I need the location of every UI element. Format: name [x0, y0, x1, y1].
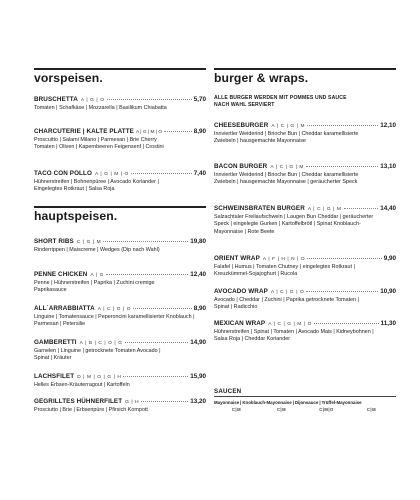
item-price: 13,10 [380, 163, 396, 170]
item-allergens: G | H [125, 400, 140, 405]
item-description: Prosciutto | Brie | Erbsenpüre | Pfirsich Kompott [34, 407, 148, 413]
menu-item [214, 163, 396, 187]
menu-item [34, 271, 206, 295]
item-allergens: A | C | G | M [307, 207, 342, 212]
item-name: ALL`ARRABBIATTA [34, 305, 95, 312]
sauce-code: C|M [366, 406, 377, 412]
sauce-name: Dijonsauce [294, 399, 319, 405]
item-name: GEGRILLTES HÜHNERFILET [34, 398, 123, 405]
dotted-leader [164, 131, 192, 132]
item-description: Innviertler Weiderind | Brioche Bun | Cheddar karamellisierte Zwiebeln | hausgemachte Mayonnaise [214, 131, 359, 145]
burger-intro-note: ALLE BURGER WERDEN MIT POMMES UND SAUCE NACH WAHL SERVIERT [214, 95, 347, 108]
item-description: Avocado | Cheddar | Zuchini | Paprika getrocknete Tomaten | Spinat | Radicchio [214, 297, 360, 311]
sauces-section [214, 388, 396, 412]
section-title-burger-wraps: burger & wraps. [214, 71, 309, 85]
item-price: 11,30 [380, 320, 396, 327]
sauce-names: Mayonnaise | Knoblauch-Mayonnaise | Dijonsauce | Trüffel-Mayonnaise [214, 399, 362, 405]
item-price: 8,90 [193, 305, 206, 312]
item-description: Helles Erbsen-Kräuterragout | Kartoffeln [34, 382, 130, 388]
item-allergens: A | C | G | O [270, 290, 305, 295]
section-divider [34, 68, 206, 70]
item-name: SCHWEINSBRATEN BURGER [214, 205, 305, 212]
item-allergens: A | C | G | M | O [268, 322, 312, 327]
menu-item [34, 373, 206, 389]
dotted-leader [306, 166, 378, 167]
item-description: Hühnerstreifen | Spinat | Tomaten | Avocado Mais | Kidneybohnen | Salsa Roja | Cheddar Koriander [214, 329, 374, 343]
sauce-code: C|M|O [319, 406, 334, 412]
item-price: 9,90 [383, 255, 396, 262]
item-name: PENNE CHICKEN [34, 271, 88, 278]
menu-item [34, 170, 206, 194]
menu-item [214, 288, 396, 312]
sauces-title: SAUCEN [214, 388, 242, 395]
menu-item [34, 238, 206, 254]
menu-item [214, 205, 396, 236]
item-name: SHORT RIBS [34, 238, 74, 245]
dotted-leader [307, 125, 378, 126]
item-description: Linguine | Tomatensauce | Peperoncini karamellisierter Knoblauch | Parmesan | Petersilie [34, 314, 195, 328]
item-name: GAMBERETTI [34, 339, 77, 346]
section-divider [214, 396, 396, 397]
item-allergens: A | F | H | N | O [262, 257, 306, 262]
item-description: Salzachtaler Freilaufschwein | Laugen Bun Cheddar | geräucherter Speck | eingelegte Gurken | Kartoffelbrötl | Spinat Knoblauch-Mayonnaise | Rote Beete [214, 214, 374, 235]
item-description: Rinderrippen | Maiscreme | Wedges (Dip nach Wahl) [34, 247, 160, 253]
sauce-name: Knoblauch-Mayonnaise [242, 399, 292, 405]
section-divider [214, 68, 396, 70]
item-price: 7,40 [193, 170, 206, 177]
item-allergens: C | G | M [76, 240, 102, 245]
menu-item [214, 255, 396, 279]
sauce-code: C|M [231, 406, 242, 412]
item-price: 19,80 [190, 238, 206, 245]
dotted-leader [141, 401, 188, 402]
item-name: ORIENT WRAP [214, 255, 260, 262]
item-name: CHARCUTERIE | KALTE PLATTE [34, 128, 134, 135]
dotted-leader [106, 274, 188, 275]
sauce-name: Trüffel-Mayonnaise [321, 399, 362, 405]
item-price: 8,90 [193, 128, 206, 135]
section-title-vorspeisen: vorspeisen. [34, 71, 103, 85]
item-name: BACON BURGER [214, 163, 268, 170]
menu-item [34, 305, 206, 329]
section-title-hauptspeisen: hauptspeisen. [34, 209, 118, 223]
item-name: TACO CON POLLO [34, 170, 92, 177]
item-price: 14,90 [190, 339, 206, 346]
dotted-leader [306, 291, 378, 292]
dotted-leader [107, 99, 192, 100]
item-price: 14,40 [380, 205, 396, 212]
dotted-leader [307, 258, 381, 259]
dotted-leader [133, 308, 192, 309]
item-description: Hühnerstreifen | Bohnenpüree | Avocado Koriander | Eingelegtes Rotkraut | Salsa Roja [34, 179, 159, 193]
item-price: 13,20 [190, 398, 206, 405]
dotted-leader [131, 173, 192, 174]
item-name: AVOCADO WRAP [214, 288, 268, 295]
sauce-name: Mayonnaise [214, 399, 240, 405]
sauce-allergen-codes [214, 407, 396, 412]
item-price: 10,90 [380, 288, 396, 295]
item-name: LACHSFILET [34, 373, 75, 380]
item-description: Proscuitto | Salami Milano | Parmesan | Brie Cherry Tomaten | Oliven | Kapernbeeren Feigensenf | Crostini [34, 137, 164, 151]
item-allergens: A | C | G | M [271, 124, 306, 129]
item-allergens: A | C | G | O [97, 307, 132, 312]
section-divider [34, 206, 206, 208]
sauce-code: C|M [276, 406, 287, 412]
item-name: BRUSCHETTA [34, 96, 78, 103]
item-allergens: A | C | G | M [270, 165, 304, 170]
item-description: Garnelen | Linguine | getrocknete Tomaten Avocado | Spinat | Kräuter [34, 348, 161, 362]
item-description: Falafel | Humus | Tomaten Chutney | eingelegtes Rotkraut | Kreuzkümmel-Sojajoghurt | Rucola [214, 264, 355, 278]
item-name: CHEESEBURGER [214, 122, 269, 129]
item-description: Penne | Hühnerstreifen | Paprika | Zuchini cremige Paprikasauce [34, 280, 155, 294]
menu-item [34, 339, 206, 363]
dotted-leader [344, 208, 379, 209]
dotted-leader [314, 323, 379, 324]
dotted-leader [103, 241, 188, 242]
menu-item [34, 96, 206, 112]
dotted-leader [123, 376, 188, 377]
item-description: Tomaten | Schafkäse | Mozzarella | Basilikum Chiabatta [34, 105, 167, 111]
item-allergens: A | G | O [80, 98, 105, 103]
item-allergens: A | G | M | O [135, 130, 163, 135]
menu-item [214, 320, 396, 344]
menu-item [34, 128, 206, 152]
item-allergens: A | B | C | O | G [79, 341, 123, 346]
menu-item [34, 398, 206, 414]
item-price: 12,10 [380, 122, 396, 129]
dotted-leader [125, 342, 189, 343]
item-allergens: A | G [90, 273, 105, 278]
item-description: Innviertler Weiderind | Brioche Bun | Cheddar karamellisierte Zwiebeln | hausgemachte Mayonnaise | geräucherter Speck [214, 172, 359, 186]
item-allergens: A | G | M | O [94, 172, 129, 177]
item-name: MEXICAN WRAP [214, 320, 266, 327]
item-price: 5,70 [193, 96, 206, 103]
item-allergens: D | M | O | G | H [77, 375, 122, 380]
item-price: 12,40 [190, 271, 206, 278]
menu-item [214, 122, 396, 146]
item-price: 15,90 [190, 373, 206, 380]
